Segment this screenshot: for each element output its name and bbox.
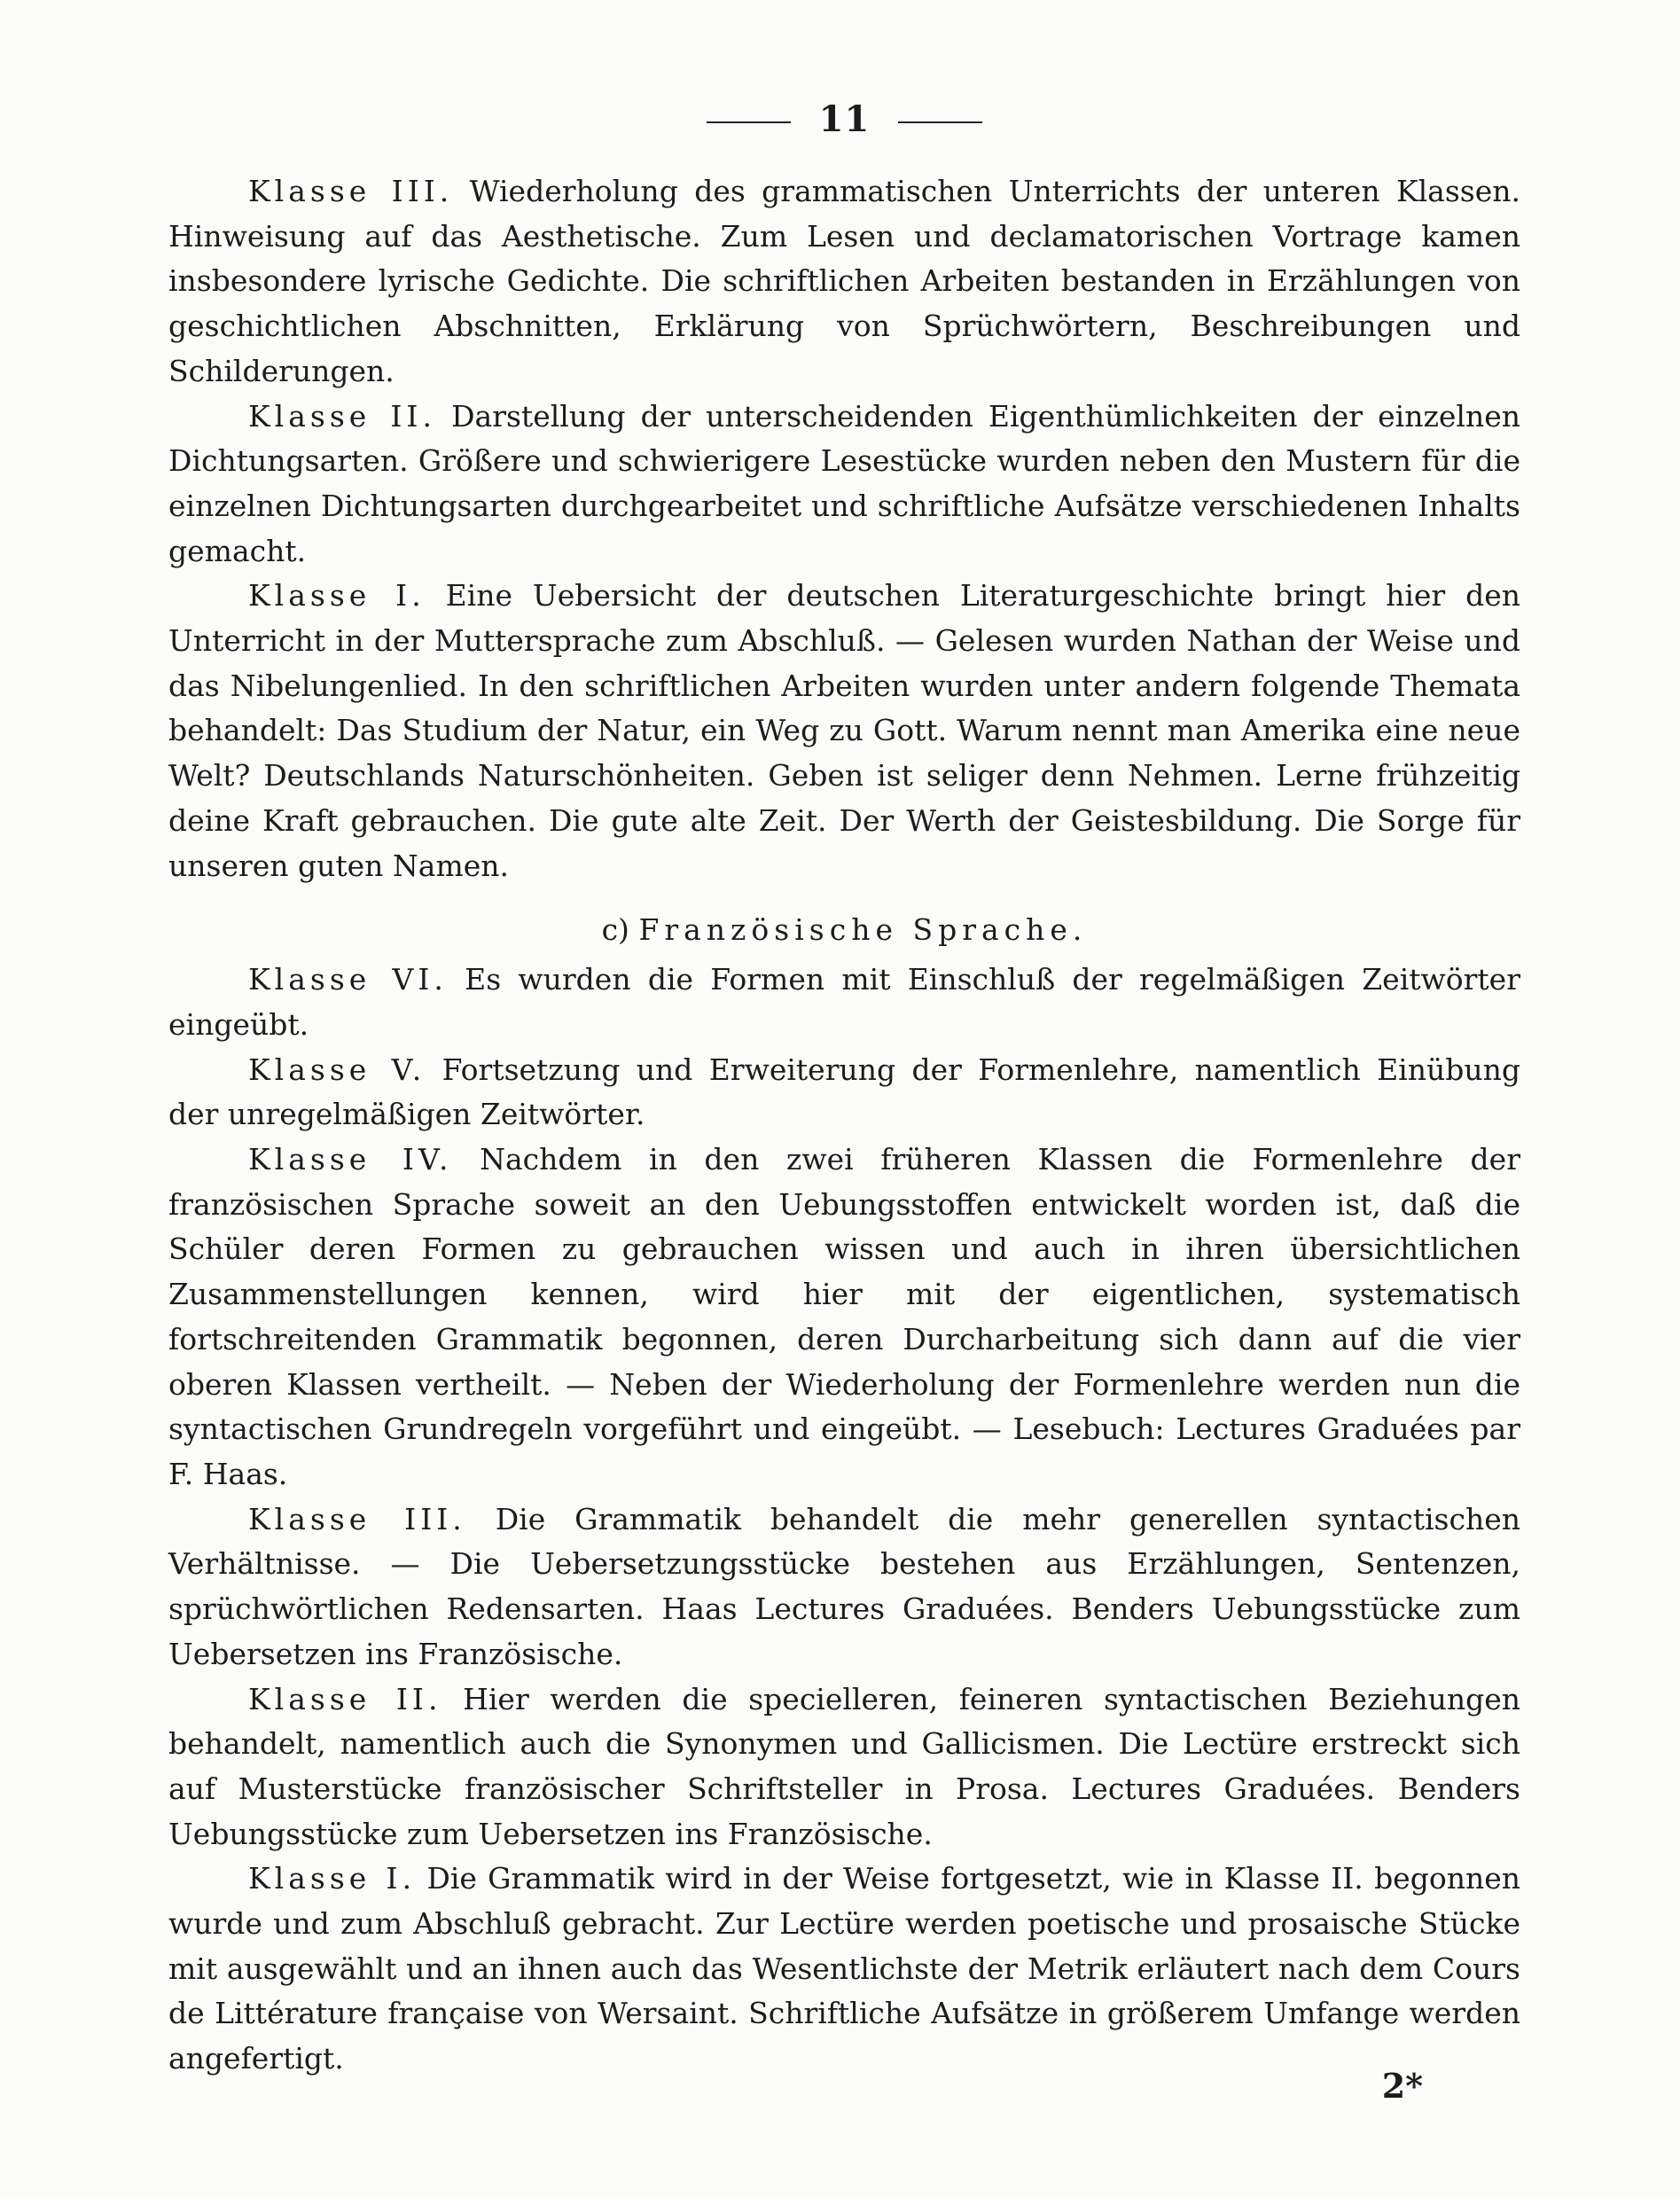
paragraph-french-klasse-iv — [168, 1138, 1520, 1497]
klasse-label: Klasse V. — [248, 1052, 426, 1087]
paragraph-klasse-iii — [168, 169, 1520, 395]
left-rule — [707, 121, 791, 123]
paragraph-text: Die Grammatik wird in der Weise fortgesetzt, wie in Klasse II. begonnen wurde und zum Abschluß gebracht. Zur Lectüre werden poetische und prosaische Stücke mit ausgewählt und an ihnen auch das Wesentlichste der Metrik erläutert nach dem Cours de Littérature française von Wersaint. Schriftliche Aufsätze in größerem Umfange werden angefertigt. — [168, 1861, 1520, 2076]
section-title: Französische Sprache. — [638, 912, 1088, 948]
paragraph-klasse-ii — [168, 395, 1520, 575]
paragraph-french-klasse-ii — [168, 1677, 1520, 1857]
paragraph-french-klasse-iii — [168, 1497, 1520, 1677]
paragraph-klasse-i — [168, 574, 1520, 888]
page-number — [168, 98, 1520, 140]
paragraph-text: Hier werden die specielleren, feineren syntactischen Beziehungen behandelt, namentlich auch die Synonymen und Gallicismen. Die Lectüre erstreckt sich auf Musterstücke französischer Schriftsteller in Prosa. Lectures Graduées. Benders Uebungsstücke zum Uebersetzen ins Französische. — [168, 1681, 1520, 1851]
paragraph-french-klasse-v — [168, 1048, 1520, 1138]
section-heading — [168, 908, 1520, 952]
paragraph-text: Es wurden die Formen mit Einschluß der regelmäßigen Zeitwörter eingeübt. — [168, 962, 1520, 1042]
klasse-label: Klasse I. — [248, 1861, 417, 1896]
right-rule — [898, 121, 982, 123]
section-prefix: c) — [601, 912, 629, 948]
klasse-label: Klasse IV. — [248, 1142, 453, 1177]
paragraph-french-klasse-vi — [168, 958, 1520, 1047]
paragraph-text: Nachdem in den zwei früheren Klassen die Formenlehre der französischen Sprache soweit an den Uebungsstoffen entwickelt worden ist, daß die Schüler deren Formen zu gebrauchen wissen und auch in ihren übersichtlichen Zusammenstellungen kennen, wird hier mit der eigentlichen, systematisch fortschreitenden Grammatik begonnen, deren Durcharbeitung sich dann auf die vier oberen Klassen vertheilt. — Neben der Wiederholung der Formenlehre werden nun die syntactischen Grundregeln vorgeführt und eingeübt. — Lesebuch: Lectures Graduées par F. Haas. — [168, 1142, 1520, 1491]
klasse-label: Klasse III. — [248, 1501, 466, 1536]
klasse-label: Klasse I. — [248, 578, 426, 614]
body-text — [168, 169, 1520, 2082]
klasse-label: Klasse II. — [248, 398, 436, 434]
paragraph-text: Eine Uebersicht der deutschen Literaturgeschichte bringt hier den Unterricht in der Muttersprache zum Abschluß. — Gelesen wurden Nathan der Weise und das Nibelungenlied. In den schriftlichen Arbeiten wurden unter andern folgende Themata behandelt: Das Studium der Natur, ein Weg zu Gott. Warum nennt man Amerika eine neue Welt? Deutschlands Naturschönheiten. Geben ist seliger denn Nehmen. Lerne frühzeitig deine Kraft gebrauchen. Die gute alte Zeit. Der Werth der Geistesbildung. Die Sorge für unseren guten Namen. — [168, 578, 1520, 883]
klasse-label: Klasse III. — [248, 174, 454, 208]
paragraph-text: Fortsetzung und Erweiterung der Formenlehre, namentlich Einübung der unregelmäßigen Zeitwörter. — [168, 1052, 1520, 1132]
klasse-label: Klasse II. — [248, 1681, 442, 1716]
page-number-text: 11 — [818, 98, 871, 140]
paragraph-text: Wiederholung des grammatischen Unterrichts der unteren Klassen. Hinweisung auf das Aesthetische. Zum Lesen und declamatorischen Vortrage kamen insbesondere lyrische Gedichte. Die schriftlichen Arbeiten bestanden in Erzählungen von geschichtlichen Abschnitten, Erklärung von Sprüchwörtern, Beschreibungen und Schilderungen. — [168, 174, 1520, 388]
paragraph-text: Die Grammatik behandelt die mehr generellen syntactischen Verhältnisse. — Die Uebersetzungsstücke bestehen aus Erzählungen, Sentenzen, sprüchwörtlichen Redensarten. Haas Lectures Graduées. Benders Uebungsstücke zum Uebersetzen ins Französische. — [168, 1501, 1520, 1671]
klasse-label: Klasse VI. — [248, 962, 448, 997]
paragraph-text: Darstellung der unterscheidenden Eigenthümlichkeiten der einzelnen Dichtungsarten. Größere und schwierigere Lesestücke wurden neben den Mustern für die einzelnen Dichtungsarten durchgearbeitet und schriftliche Aufsätze verschiedenen Inhalts gemacht. — [168, 398, 1520, 568]
signature-mark: 2* — [1381, 2066, 1423, 2106]
paragraph-french-klasse-i — [168, 1857, 1520, 2082]
